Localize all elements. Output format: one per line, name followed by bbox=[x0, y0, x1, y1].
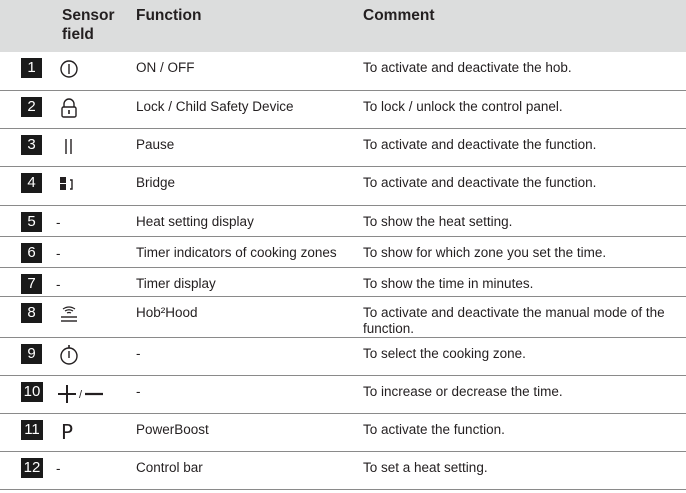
comment-cell: To activate and deactivate the manual mode of the function. bbox=[357, 296, 686, 337]
row-number-cell bbox=[0, 413, 56, 451]
sensor-field-cell bbox=[56, 451, 130, 489]
lock-icon bbox=[58, 95, 80, 121]
row-number-cell bbox=[0, 236, 56, 267]
row-number-badge: 7 bbox=[21, 274, 42, 294]
function-cell: Control bar bbox=[130, 451, 357, 489]
table-header-row bbox=[0, 0, 686, 52]
function-cell: ON / OFF bbox=[130, 52, 357, 90]
function-cell: Pause bbox=[130, 128, 357, 166]
row-number-badge: 4 bbox=[21, 173, 42, 193]
table-row bbox=[0, 375, 686, 413]
row-number-badge: 10 bbox=[21, 382, 43, 402]
row-number-cell bbox=[0, 375, 56, 413]
comment-cell: To set a heat setting. bbox=[357, 451, 686, 489]
sensor-field-cell bbox=[56, 413, 130, 451]
function-cell: Hob²Hood bbox=[130, 296, 357, 337]
table-row bbox=[0, 90, 686, 128]
comment-cell: To lock / unlock the control panel. bbox=[357, 90, 686, 128]
table-row bbox=[0, 128, 686, 166]
row-number-badge: 9 bbox=[21, 344, 42, 364]
sensor-field-dash: - bbox=[56, 214, 61, 230]
table-row bbox=[0, 267, 686, 296]
timer-icon bbox=[58, 342, 80, 368]
row-number-badge: 3 bbox=[21, 135, 42, 155]
hob2hood-icon bbox=[58, 301, 80, 327]
comment-cell: To activate and deactivate the function. bbox=[357, 166, 686, 205]
table-row bbox=[0, 52, 686, 90]
function-cell: - bbox=[130, 337, 357, 375]
table-row bbox=[0, 337, 686, 375]
row-number-badge: 12 bbox=[21, 458, 43, 478]
svg-text:P: P bbox=[61, 419, 74, 444]
comment-cell: To show for which zone you set the time. bbox=[357, 236, 686, 267]
table-row bbox=[0, 296, 686, 337]
function-cell: Timer display bbox=[130, 267, 357, 296]
function-cell: Lock / Child Safety Device bbox=[130, 90, 357, 128]
comment-cell: To activate the function. bbox=[357, 413, 686, 451]
table-row bbox=[0, 166, 686, 205]
function-cell: Heat setting display bbox=[130, 205, 357, 236]
sensor-field-dash: - bbox=[56, 276, 61, 292]
sensor-field-dash: - bbox=[56, 245, 61, 261]
header-comment: Comment bbox=[363, 7, 435, 24]
sensor-field-cell bbox=[56, 375, 130, 413]
header-blank bbox=[0, 0, 56, 52]
comment-cell: To activate and deactivate the hob. bbox=[357, 52, 686, 90]
header-sensor-field: Sensor field bbox=[62, 7, 115, 43]
sensor-field-cell bbox=[56, 166, 130, 205]
sensor-field-cell bbox=[56, 90, 130, 128]
comment-cell: To show the heat setting. bbox=[357, 205, 686, 236]
power-icon bbox=[58, 56, 80, 82]
comment-cell: To increase or decrease the time. bbox=[357, 375, 686, 413]
row-number-badge: 5 bbox=[21, 212, 42, 232]
sensor-field-cell bbox=[56, 267, 130, 296]
pause-icon bbox=[58, 133, 80, 159]
row-number-cell bbox=[0, 166, 56, 205]
function-cell: PowerBoost bbox=[130, 413, 357, 451]
row-number-cell bbox=[0, 90, 56, 128]
comment-cell: To activate and deactivate the function. bbox=[357, 128, 686, 166]
comment-cell: To show the time in minutes. bbox=[357, 267, 686, 296]
row-number-cell bbox=[0, 267, 56, 296]
sensor-field-cell bbox=[56, 205, 130, 236]
function-cell: Timer indicators of cooking zones bbox=[130, 236, 357, 267]
table-row bbox=[0, 413, 686, 451]
function-cell: Bridge bbox=[130, 166, 357, 205]
sensor-field-cell bbox=[56, 296, 130, 337]
row-number-cell bbox=[0, 451, 56, 489]
table-row bbox=[0, 451, 686, 489]
row-number-badge: 11 bbox=[21, 420, 43, 440]
row-number-cell bbox=[0, 205, 56, 236]
sensor-field-dash: - bbox=[56, 460, 61, 476]
function-cell: - bbox=[130, 375, 357, 413]
row-number-badge: 6 bbox=[21, 243, 42, 263]
sensor-field-cell bbox=[56, 52, 130, 90]
sensor-field-cell bbox=[56, 337, 130, 375]
row-number-badge: 1 bbox=[21, 58, 42, 78]
table-row bbox=[0, 236, 686, 267]
sensor-field-cell bbox=[56, 128, 130, 166]
header-function: Function bbox=[136, 7, 202, 24]
row-number-cell bbox=[0, 296, 56, 337]
bridge-icon bbox=[58, 171, 80, 197]
powerboost-icon bbox=[58, 418, 80, 444]
row-number-cell bbox=[0, 337, 56, 375]
row-number-cell bbox=[0, 128, 56, 166]
plus-minus-icon bbox=[56, 380, 130, 406]
row-number-badge: 8 bbox=[21, 303, 42, 323]
plus-minus-separator: / bbox=[79, 388, 83, 401]
comment-cell: To select the cooking zone. bbox=[357, 337, 686, 375]
sensor-field-cell bbox=[56, 236, 130, 267]
row-number-badge: 2 bbox=[21, 97, 42, 117]
table-row bbox=[0, 205, 686, 236]
row-number-cell bbox=[0, 52, 56, 90]
plus-icon bbox=[56, 380, 78, 406]
minus-icon bbox=[83, 380, 105, 406]
